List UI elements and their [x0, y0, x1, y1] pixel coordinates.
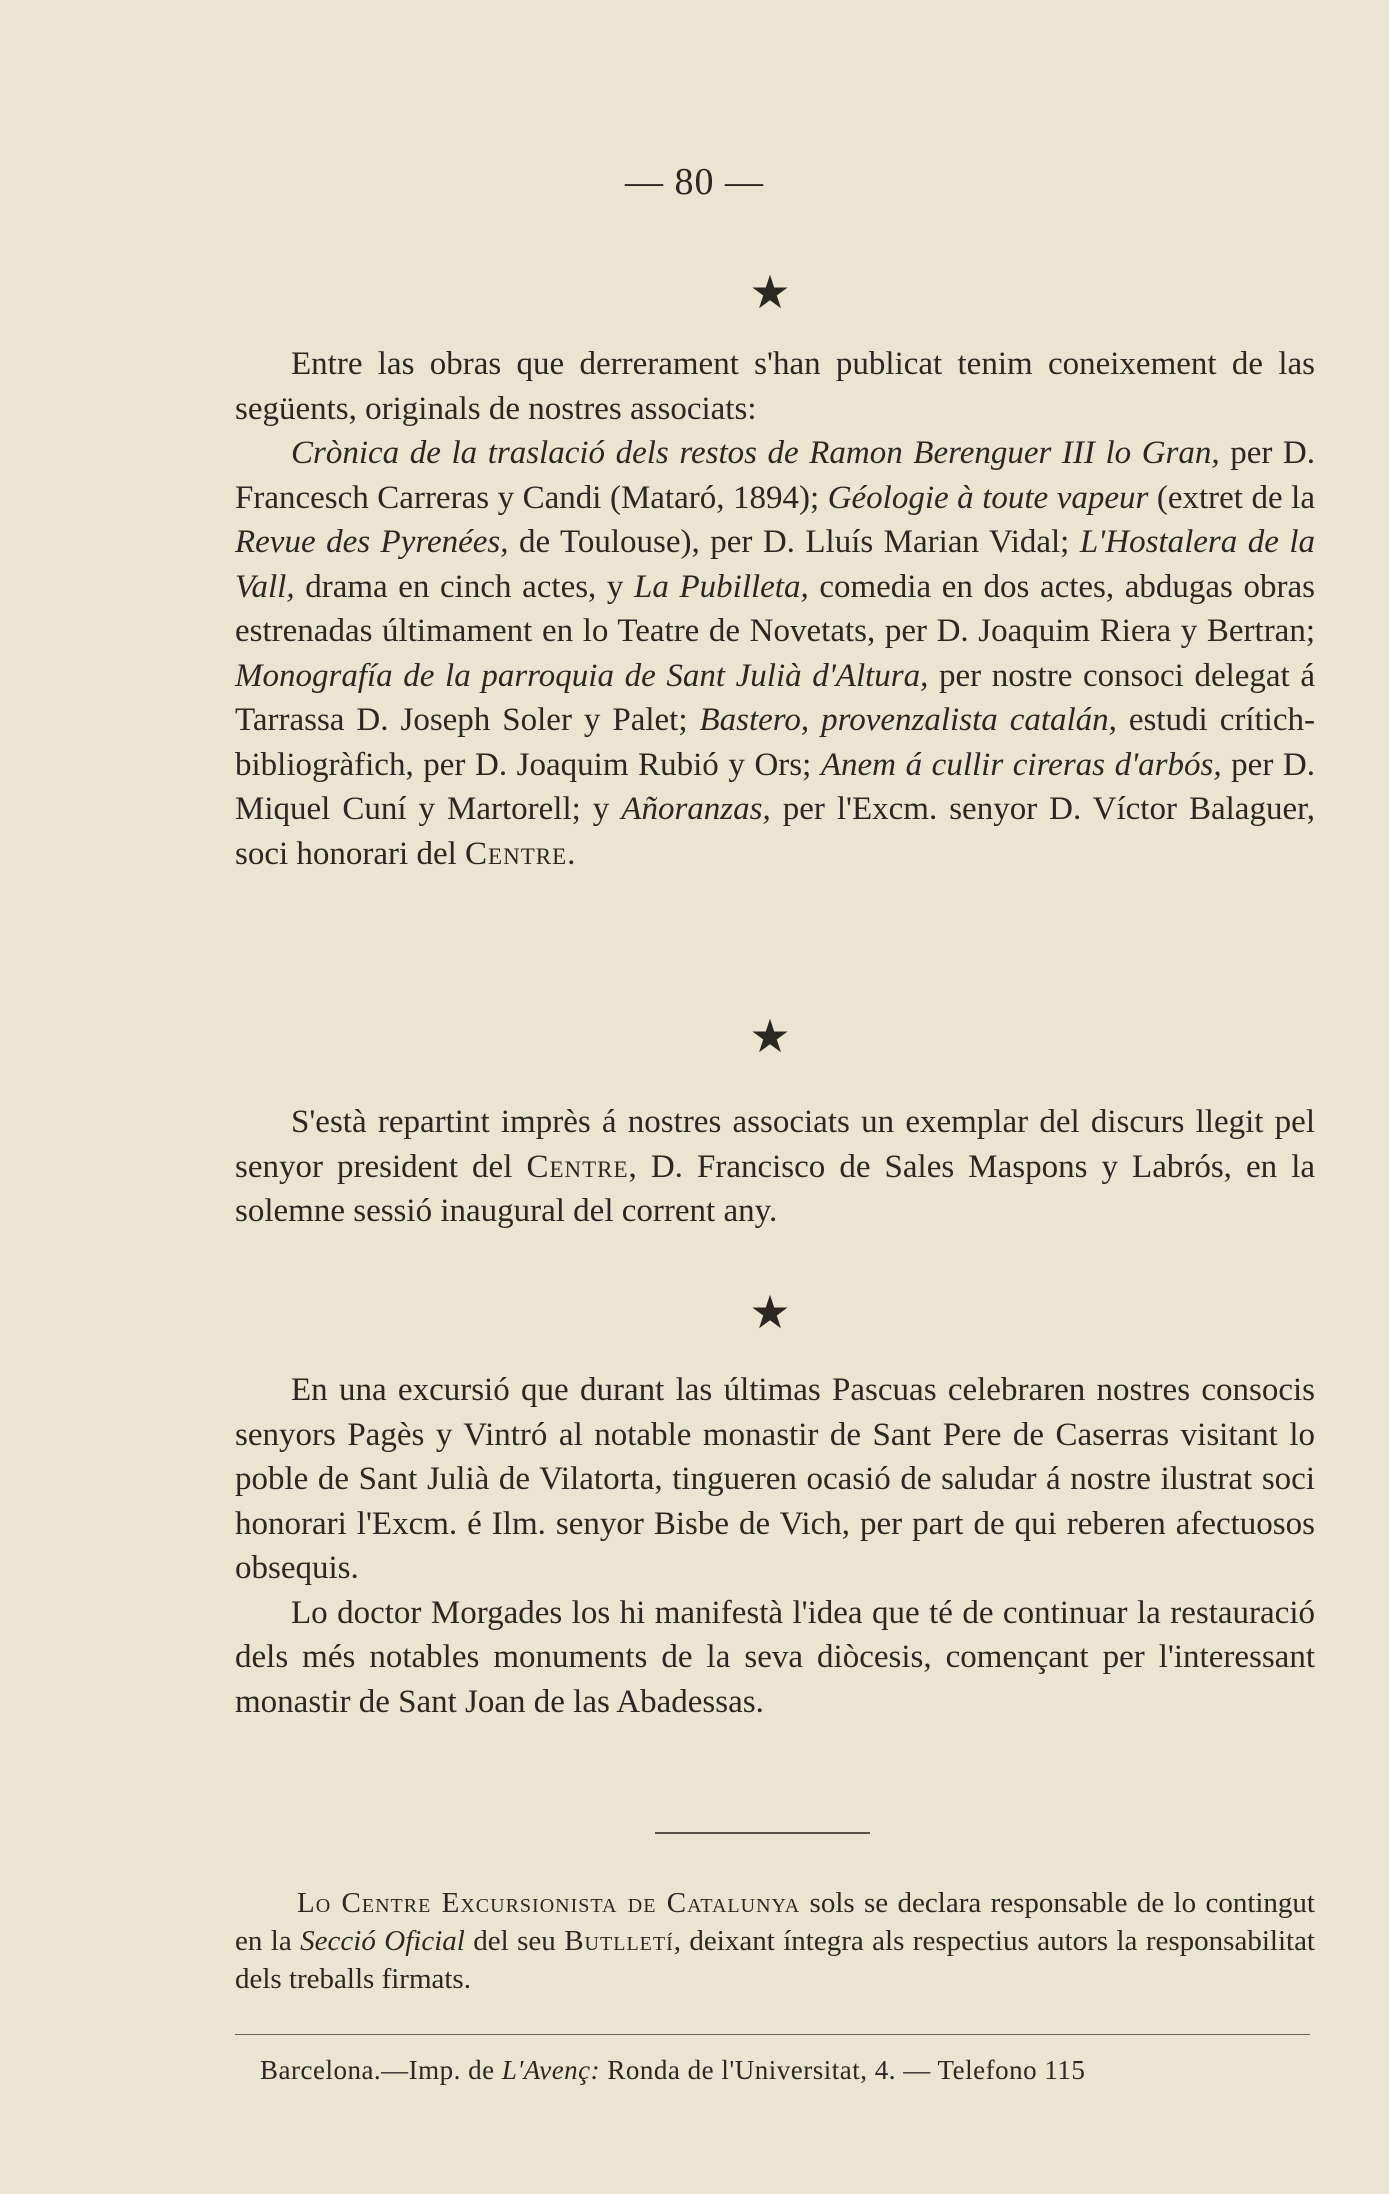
separator-rule: [655, 1832, 870, 1834]
paragraph: [235, 1100, 1315, 1234]
page-number: — 80 —: [625, 161, 764, 203]
italic-text: L'Hostalera de la Vall,: [235, 524, 1315, 605]
text-run: drama en cinch actes, y: [294, 568, 635, 605]
small-caps-text: Butlletí: [564, 1925, 674, 1957]
section-new-publications: [235, 342, 1315, 876]
paragraph: Entre las obras que derrerament s'han publicat tenim coneixement de las següents, originals de nostres associats:: [235, 346, 1315, 427]
paragraph-publications-list: [235, 431, 1315, 876]
section-star-3: ★: [749, 1287, 791, 1338]
text-run: estudi crítich-bibliogràfich, per D. Joaquim Rubió y Ors;: [235, 702, 1315, 783]
text-run: per nostre consoci delegat á Tarrassa D. Joseph Soler y Palet;: [235, 657, 1315, 738]
paragraph: En una excursió que durant las últimas Pascuas celebraren nostres consocis senyors Pagès y Vintró al notable monastir de Sant Pere de Caserras visitant lo poble de Sant Julià de Vilatorta, tingueren ocasió de saludar á nostre ilustrat soci honorari l'Excm. é Ilm. senyor Bisbe de Vich, per part de qui reberen afectuosos obsequis.: [235, 1372, 1315, 1586]
text-run: sols se declara responsable de lo contingut en la: [235, 1887, 1315, 1957]
text-run: per D. Francesch Carreras y Candi (Mataró, 1894);: [235, 435, 1316, 516]
section-discourse: [235, 1100, 1315, 1234]
section-excursion: [235, 1368, 1315, 1724]
text-run: comedia en dos actes, abdugas obras estrenadas últimament en lo Teatre de Novetats, per D. Joaquim Riera y Bertran;: [235, 568, 1315, 649]
notice-paragraph: [235, 1884, 1315, 1998]
section-star-2: ★: [749, 1011, 791, 1062]
text-run: de Toulouse), per D. Lluís Marian Vidal;: [508, 524, 1080, 560]
text-run: per D. Miquel Cuní y Martorell; y: [235, 746, 1315, 827]
italic-text: Monografía de la parroquia de Sant Julià d'Altura,: [235, 657, 929, 694]
small-caps-text: Centre: [465, 835, 568, 872]
italic-text: Bastero, provenzalista catalán,: [699, 702, 1117, 738]
italic-text: Géologie à toute vapeur: [827, 479, 1149, 516]
footer-rule: [235, 2034, 1310, 2035]
italic-text: Revue des Pyrenées,: [235, 524, 509, 560]
text-run: per l'Excm. senyor D. Víctor Balaguer, soci honorari del: [235, 791, 1316, 872]
text-run: Ronda de l'Universitat, 4. — Telefono 115: [600, 2055, 1086, 2085]
text-run: del seu: [464, 1925, 565, 1957]
section-star-1: ★: [749, 267, 791, 318]
text-run: , D. Francisco de Sales Maspons y Labrós, en la solemne sessió inaugural del corrent any.: [235, 1148, 1316, 1229]
small-caps-text: Centre: [526, 1148, 629, 1185]
printer-footer: [260, 2052, 1280, 2088]
text-run: , deixant íntegra als respectius autors la responsabilitat dels treballs firmats.: [235, 1925, 1315, 1995]
italic-text: Crònica de la traslació dels restos de Ramon Berenguer III lo Gran,: [291, 435, 1220, 471]
italic-text: Secció Oficial: [300, 1925, 465, 1957]
responsibility-notice: [235, 1884, 1315, 1998]
text-run: Barcelona.—Imp. de: [260, 2055, 502, 2085]
italic-text: Anem á cullir cireras d'arbós,: [820, 746, 1222, 783]
paragraph: Lo doctor Morgades los hi manifestà l'idea que té de continuar la restauració dels més notables monuments de la seva diòcesis, començant per l'interessant monastir de Sant Joan de las Abadessas.: [235, 1594, 1315, 1720]
italic-text: La Pubilleta,: [634, 568, 809, 605]
small-caps-text: Lo Centre Excursionista de Catalunya: [297, 1887, 801, 1919]
italic-text: L'Avenç:: [501, 2055, 601, 2085]
text-run: S'està repartint imprès á nostres associats un exemplar del discurs llegit pel senyor president del: [235, 1104, 1315, 1185]
text-run: (extret de la: [1148, 479, 1315, 516]
italic-text: Añoranzas,: [621, 791, 771, 827]
text-run: .: [567, 835, 576, 872]
